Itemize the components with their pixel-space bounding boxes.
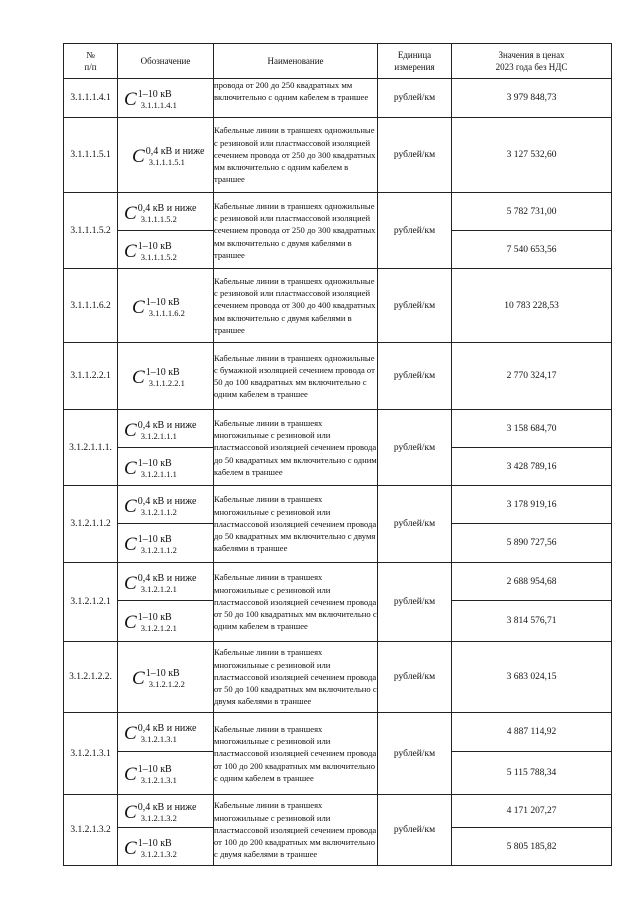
- header-unit: Единица измерения: [378, 44, 452, 79]
- row-description: Кабельные линии в траншеях одножильные с резиновой или пластмассовой изоляцией сечением провода от 250 до 300 квадратных мм включительно с двумя кабелями в траншее: [214, 193, 378, 269]
- header-name: Наименование: [214, 44, 378, 79]
- row-unit: рублей/км: [378, 269, 452, 343]
- symbol-code: 3.1.2.1.1.1: [140, 430, 177, 441]
- row-number: 3.1.1.1.6.2: [64, 269, 118, 343]
- price-symbol: [118, 665, 213, 689]
- table-row: [64, 343, 612, 410]
- tariff-table: [63, 43, 612, 866]
- symbol-letter: C: [124, 457, 137, 479]
- row-number: 3.1.1.1.5.2: [64, 193, 118, 269]
- price-symbol: [118, 799, 213, 823]
- table-row: [64, 193, 612, 231]
- row-value: 2 770 324,17: [452, 343, 612, 410]
- symbol-cell: [118, 448, 214, 486]
- price-symbol: [118, 200, 213, 224]
- table-row: [64, 713, 612, 752]
- row-description: Кабельные линии в траншеях многожильные с резиновой или пластмассовой изоляцией сечением провода от 100 до 200 квадратных мм включительно с двумя кабелями в траншее: [214, 795, 378, 866]
- voltage-label: 1–10 кВ: [145, 668, 180, 679]
- voltage-label: 1–10 кВ: [137, 837, 172, 849]
- voltage-label: 0,4 кВ и ниже: [137, 572, 197, 584]
- row-value: 3 127 532,60: [452, 118, 612, 193]
- symbol-code: 3.1.2.1.2.1: [140, 583, 177, 594]
- voltage-label: 1–10 кВ: [137, 89, 172, 100]
- symbol-letter: C: [132, 668, 145, 689]
- row-description: Кабельные линии в траншеях многожильные с резиновой или пластмассовой изоляцией сечением провода от 50 до 100 квадратных мм включительно с двумя кабелями в траншее: [214, 642, 378, 713]
- symbol-letter: C: [124, 240, 137, 262]
- symbol-cell: [118, 118, 214, 193]
- symbol-cell: [118, 410, 214, 448]
- table-row: [64, 795, 612, 828]
- header-num: № п/п: [64, 44, 118, 79]
- symbol-code: 3.1.1.1.4.1: [140, 100, 177, 110]
- symbol-letter: C: [124, 202, 137, 224]
- row-unit: рублей/км: [378, 410, 452, 486]
- price-symbol: [118, 417, 213, 441]
- voltage-label: 1–10 кВ: [137, 534, 172, 545]
- symbol-letter: C: [124, 572, 137, 594]
- symbol-letter: C: [124, 419, 137, 441]
- symbol-code: 3.1.1.1.6.2: [148, 307, 185, 318]
- row-unit: рублей/км: [378, 795, 452, 866]
- row-unit: рублей/км: [378, 713, 452, 795]
- voltage-label: 1–10 кВ: [137, 457, 172, 469]
- table-body: [64, 79, 612, 866]
- symbol-cell: [118, 269, 214, 343]
- symbol-code: 3.1.2.1.3.1: [140, 775, 177, 785]
- symbol-code: 3.1.1.2.2.1: [148, 378, 185, 388]
- row-description: Кабельные линии в траншеях многожильные с резиновой или пластмассовой изоляцией сечением провода до 50 квадратных мм включительно с двумя кабелями в траншее: [214, 486, 378, 563]
- header-symbol: Обозначение: [118, 44, 214, 79]
- price-symbol: [118, 609, 213, 633]
- row-unit: рублей/км: [378, 118, 452, 193]
- symbol-code: 3.1.2.1.1.2: [140, 545, 177, 555]
- symbol-code: 3.1.1.1.5.2: [140, 251, 177, 262]
- row-number: 3.1.2.1.2.2.: [64, 642, 118, 713]
- symbol-code: 3.1.2.1.3.2: [140, 848, 177, 859]
- row-unit: рублей/км: [378, 79, 452, 118]
- symbol-cell: [118, 343, 214, 410]
- row-value: 5 115 788,34: [452, 752, 612, 795]
- symbol-cell: [118, 795, 214, 828]
- voltage-label: 1–10 кВ: [145, 367, 180, 378]
- row-description: Кабельные линии в траншеях одножильные с резиновой или пластмассовой изоляцией сечением провода от 250 до 300 квадратных мм включительно с одним кабелем в траншее: [214, 118, 378, 193]
- voltage-label: 0,4 кВ и ниже: [137, 802, 197, 813]
- symbol-cell: [118, 601, 214, 642]
- row-value: 5 782 731,00: [452, 193, 612, 231]
- row-number: 3.1.2.1.2.1: [64, 563, 118, 642]
- symbol-letter: C: [124, 89, 137, 110]
- row-description: Кабельные линии в траншеях многожильные с резиновой или пластмассовой изоляцией сечением провода от 50 до 100 квадратных мм включительно с одним кабелем в траншее: [214, 563, 378, 642]
- symbol-cell: [118, 828, 214, 866]
- row-value: 5 890 727,56: [452, 524, 612, 563]
- row-value: 4 171 207,27: [452, 795, 612, 828]
- row-value: 3 814 576,71: [452, 601, 612, 642]
- symbol-cell: [118, 486, 214, 524]
- row-description: Кабельные линии в траншеях многожильные с резиновой или пластмассовой изоляцией сечением провода до 50 квадратных мм включительно с одним кабелем в траншее: [214, 410, 378, 486]
- symbol-letter: C: [124, 495, 137, 517]
- symbol-cell: [118, 524, 214, 563]
- table-row: [64, 79, 612, 118]
- header-row: [64, 44, 612, 79]
- symbol-code: 3.1.2.1.2.2: [148, 679, 185, 689]
- symbol-letter: C: [124, 723, 137, 744]
- row-description: провода от 200 до 250 квадратных мм включительно с одним кабелем в траншее: [214, 79, 378, 118]
- symbol-code: 3.1.2.1.2.1: [140, 623, 177, 633]
- header-value: Значения в ценах 2023 года без НДС: [452, 44, 612, 79]
- price-symbol: [118, 531, 213, 555]
- symbol-cell: [118, 752, 214, 795]
- table-row: [64, 563, 612, 601]
- row-number: 3.1.1.1.5.1: [64, 118, 118, 193]
- row-unit: рублей/км: [378, 486, 452, 563]
- row-value: 10 783 228,53: [452, 269, 612, 343]
- row-description: Кабельные линии в траншеях одножильные с резиновой или пластмассовой изоляцией сечением провода от 300 до 400 квадратных мм включительно с двумя кабелями в траншее: [214, 269, 378, 343]
- price-symbol: [118, 294, 213, 318]
- table-row: [64, 118, 612, 193]
- symbol-cell: [118, 713, 214, 752]
- voltage-label: 1–10 кВ: [137, 612, 172, 623]
- row-unit: рублей/км: [378, 642, 452, 713]
- row-value: 7 540 653,56: [452, 231, 612, 269]
- symbol-letter: C: [132, 146, 145, 167]
- row-unit: рублей/км: [378, 193, 452, 269]
- row-number: 3.1.2.1.3.2: [64, 795, 118, 866]
- table-row: [64, 486, 612, 524]
- symbol-letter: C: [124, 764, 137, 785]
- price-symbol: [118, 761, 213, 785]
- symbol-letter: C: [124, 802, 137, 823]
- symbol-cell: [118, 563, 214, 601]
- symbol-code: 3.1.2.1.3.2: [140, 813, 177, 823]
- row-value: 2 688 954,68: [452, 563, 612, 601]
- voltage-label: 1–10 кВ: [137, 240, 172, 252]
- symbol-letter: C: [124, 612, 137, 633]
- row-description: Кабельные линии в траншеях одножильные с бумажной изоляцией сечением провода от 50 до 100 квадратных мм включительно с одним кабелем в траншее: [214, 343, 378, 410]
- row-unit: рублей/км: [378, 343, 452, 410]
- row-number: 3.1.1.1.4.1: [64, 79, 118, 118]
- price-symbol: [118, 835, 213, 859]
- price-symbol: [118, 455, 213, 479]
- voltage-label: 0,4 кВ и ниже: [137, 419, 197, 431]
- price-symbol: [118, 570, 213, 594]
- row-value: 5 805 185,82: [452, 828, 612, 866]
- symbol-code: 3.1.2.1.3.1: [140, 734, 177, 744]
- symbol-code: 3.1.2.1.1.1: [140, 468, 177, 479]
- symbol-cell: [118, 79, 214, 118]
- price-symbol: [118, 720, 213, 744]
- symbol-cell: [118, 642, 214, 713]
- row-value: 3 683 024,15: [452, 642, 612, 713]
- row-value: 4 887 114,92: [452, 713, 612, 752]
- symbol-letter: C: [124, 534, 137, 555]
- voltage-label: 0,4 кВ и ниже: [145, 146, 205, 157]
- symbol-code: 3.1.1.1.5.2: [140, 213, 177, 224]
- price-symbol: [118, 364, 213, 388]
- symbol-letter: C: [124, 837, 137, 859]
- price-symbol: [118, 86, 213, 110]
- row-number: 3.1.2.1.1.2: [64, 486, 118, 563]
- row-number: 3.1.2.1.1.1.: [64, 410, 118, 486]
- price-symbol: [118, 143, 213, 167]
- price-symbol: [118, 493, 213, 517]
- symbol-code: 3.1.2.1.1.2: [140, 506, 177, 517]
- voltage-label: 0,4 кВ и ниже: [137, 495, 197, 507]
- symbol-cell: [118, 231, 214, 269]
- symbol-letter: C: [132, 296, 145, 318]
- table-row: [64, 269, 612, 343]
- row-description: Кабельные линии в траншеях многожильные с резиновой или пластмассовой изоляцией сечением провода от 100 до 200 квадратных мм включительно с одним кабелем в траншее: [214, 713, 378, 795]
- row-number: 3.1.1.2.2.1: [64, 343, 118, 410]
- voltage-label: 1–10 кВ: [145, 296, 180, 308]
- symbol-cell: [118, 193, 214, 231]
- row-unit: рублей/км: [378, 563, 452, 642]
- table-row: [64, 410, 612, 448]
- row-number: 3.1.2.1.3.1: [64, 713, 118, 795]
- price-symbol: [118, 238, 213, 262]
- row-value: 3 428 789,16: [452, 448, 612, 486]
- row-value: 3 158 684,70: [452, 410, 612, 448]
- voltage-label: 0,4 кВ и ниже: [137, 723, 197, 734]
- symbol-letter: C: [132, 367, 145, 388]
- row-value: 3 178 919,16: [452, 486, 612, 524]
- voltage-label: 1–10 кВ: [137, 764, 172, 775]
- symbol-code: 3.1.1.1.5.1: [148, 157, 185, 167]
- row-value: 3 979 848,73: [452, 79, 612, 118]
- voltage-label: 0,4 кВ и ниже: [137, 202, 197, 214]
- table-row: [64, 642, 612, 713]
